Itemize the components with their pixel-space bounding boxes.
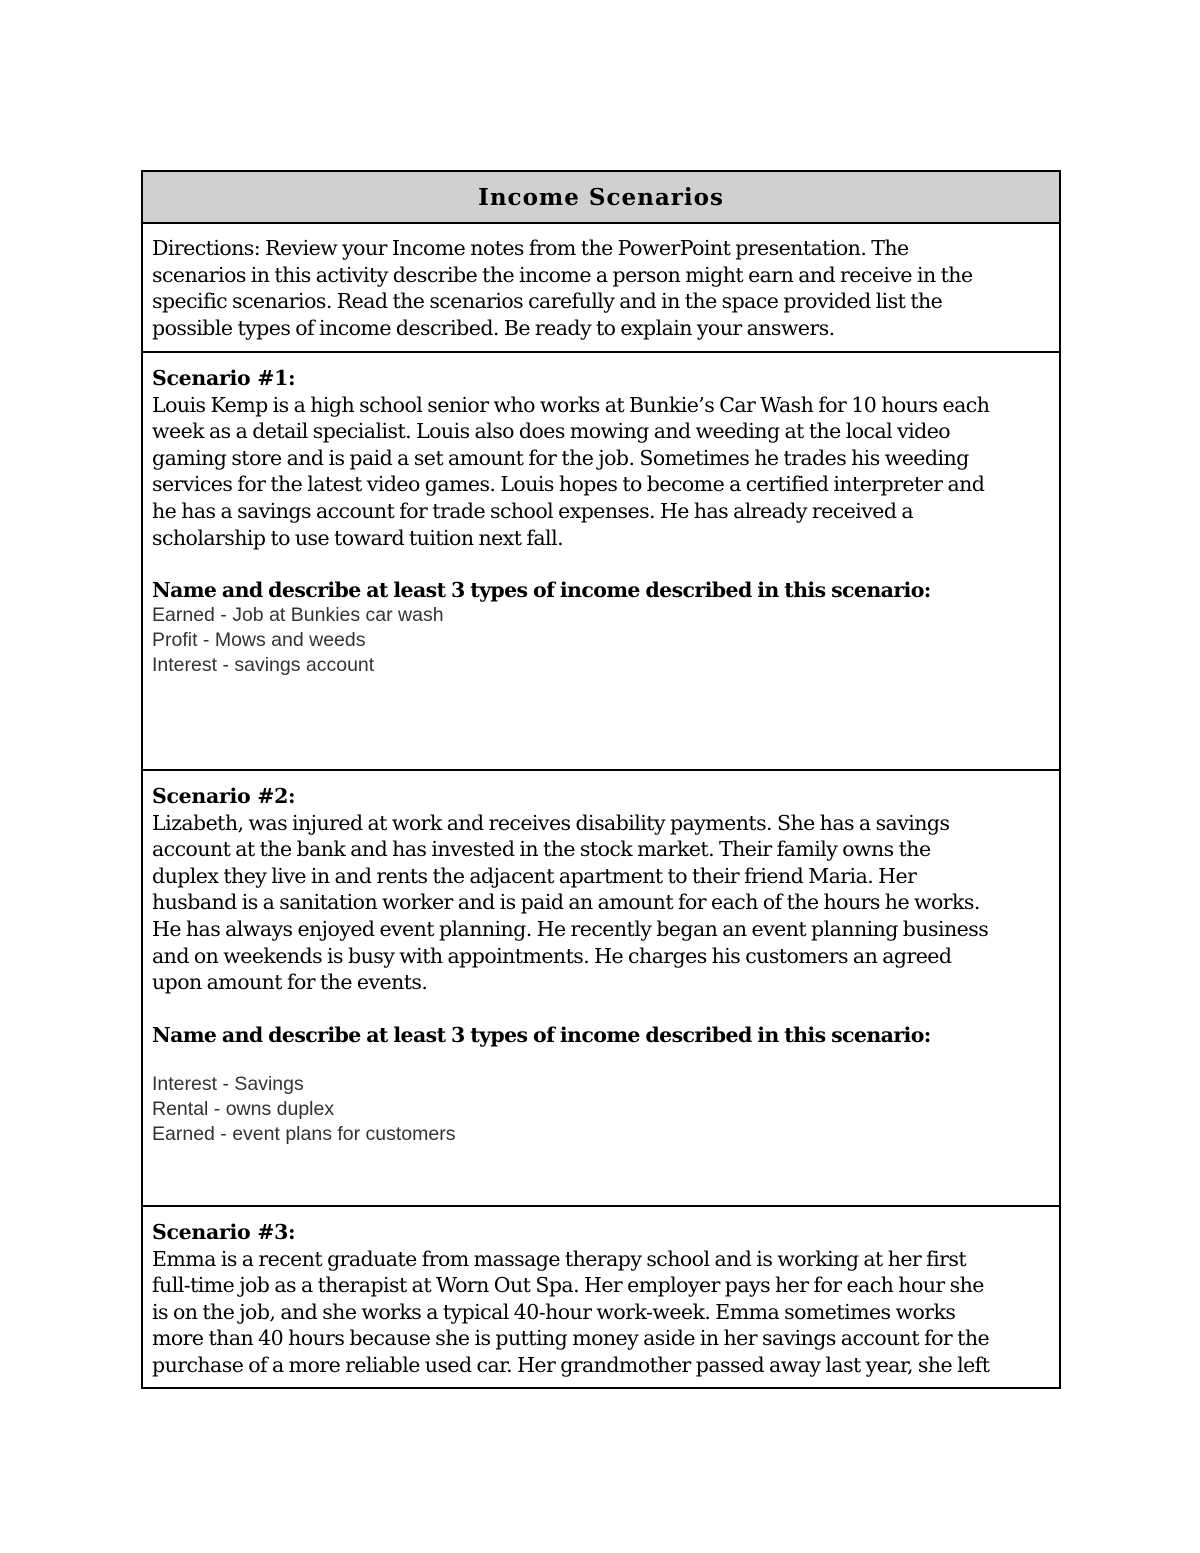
scenario-2-line: husband is a sanitation worker and is paid an amount for each of the hours he works.	[152, 890, 980, 915]
scenario-1-line: Louis Kemp is a high school senior who works at Bunkie’s Car Wash for 10 hours each	[152, 392, 990, 417]
scenario-2-line: He has always enjoyed event planning. He recently began an event planning business	[152, 916, 989, 941]
scenario-2-answer[interactable]: Earned - event plans for customers	[152, 1122, 456, 1145]
scenario-1-answer[interactable]: Earned - Job at Bunkies car wash	[152, 604, 444, 627]
scenario-1-answer[interactable]: Interest - savings account	[152, 654, 375, 677]
scenario-1-line: week as a detail specialist. Louis also does mowing and weeding at the local video	[152, 419, 951, 444]
scenario-1-line: scholarship to use toward tuition next fall.	[152, 525, 564, 550]
scenario-3-line: purchase of a more reliable used car. Her grandmother passed away last year, she left	[152, 1352, 990, 1377]
scenario-2-line: and on weekends is busy with appointments. He charges his customers an agreed	[152, 943, 952, 968]
page-title: Income Scenarios	[478, 184, 724, 211]
scenario-3-cell	[143, 1207, 1059, 1387]
scenario-1-line: services for the latest video games. Louis hopes to become a certified interpreter and	[152, 472, 985, 497]
directions-cell	[143, 224, 1059, 353]
scenario-2-answer[interactable]: Rental - owns duplex	[152, 1097, 335, 1120]
scenario-2-line: duplex they live in and rents the adjacent apartment to their friend Maria. Her	[152, 863, 917, 888]
scenario-1-line: gaming store and is paid a set amount for the job. Sometimes he trades his weeding	[152, 445, 969, 470]
scenario-2-prompt: Name and describe at least 3 types of income described in this scenario:	[152, 1022, 931, 1047]
directions-line: scenarios in this activity describe the income a person might earn and receive in the	[152, 262, 973, 287]
scenario-1-title: Scenario #1:	[152, 366, 296, 390]
scenario-3-line: more than 40 hours because she is putting money aside in her savings account for the	[152, 1326, 990, 1351]
scenario-3-title: Scenario #3:	[152, 1220, 296, 1244]
scenario-2-line: account at the bank and has invested in the stock market. Their family owns the	[152, 837, 931, 862]
scenario-1-line: he has a savings account for trade school expenses. He has already received a	[152, 498, 914, 523]
scenario-1-cell	[143, 353, 1059, 771]
scenario-2-line: Lizabeth, was injured at work and receives disability payments. She has a savings	[152, 810, 950, 835]
scenario-2-answer[interactable]: Interest - Savings	[152, 1072, 304, 1095]
table-header	[143, 172, 1059, 224]
scenario-3-line: full-time job as a therapist at Worn Out Spa. Her employer pays her for each hour she	[152, 1273, 984, 1298]
directions-line: Directions: Review your Income notes from the PowerPoint presentation. The	[152, 236, 909, 260]
scenario-2-title: Scenario #2:	[152, 784, 296, 808]
scenario-2-cell	[143, 771, 1059, 1207]
scenario-3-line: Emma is a recent graduate from massage therapy school and is working at her first	[152, 1246, 967, 1271]
scenario-2-line: upon amount for the events.	[152, 970, 428, 995]
scenario-3-line: is on the job, and she works a typical 40-hour work-week. Emma sometimes works	[152, 1299, 956, 1324]
directions-line: possible types of income described. Be ready to explain your answers.	[152, 315, 835, 340]
income-scenarios-table	[141, 170, 1061, 1389]
scenario-1-answer[interactable]: Profit - Mows and weeds	[152, 629, 366, 652]
directions-line: specific scenarios. Read the scenarios carefully and in the space provided list the	[152, 289, 943, 314]
scenario-1-prompt: Name and describe at least 3 types of income described in this scenario:	[152, 578, 931, 603]
